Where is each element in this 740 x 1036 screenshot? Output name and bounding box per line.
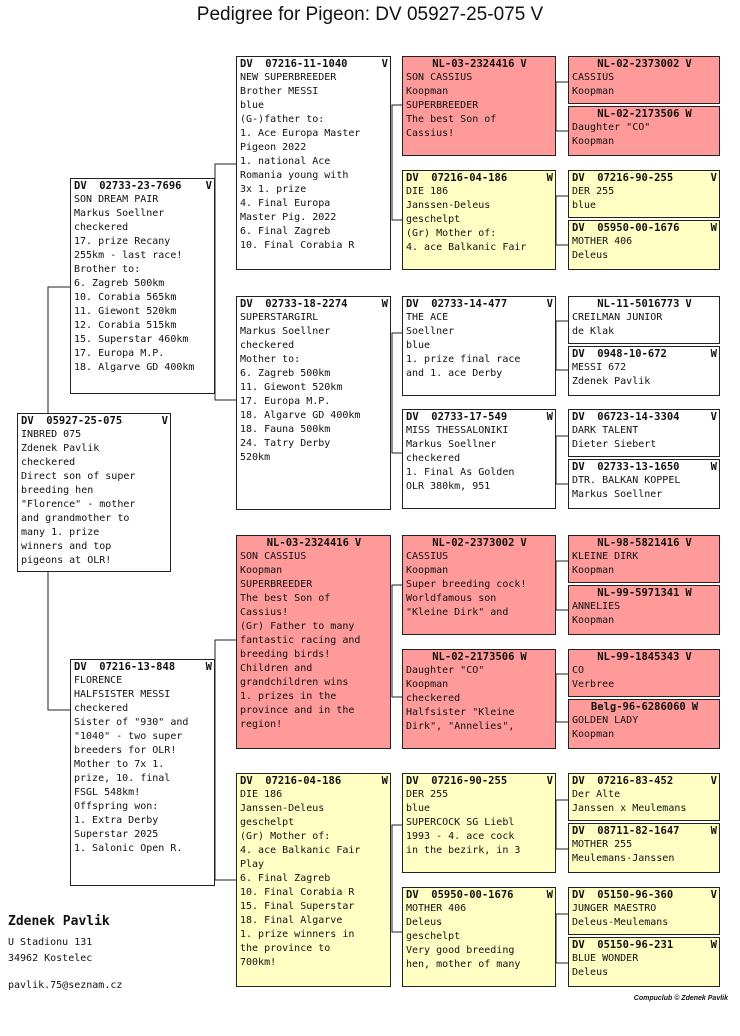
- pedigree-text-line: 1. Ace Europa Master: [240, 128, 361, 139]
- ring-number: [240, 537, 388, 550]
- pedigree-text-line: many 1. prize: [21, 527, 100, 538]
- pedigree-text-line: 11. Giewont 520km: [74, 306, 177, 317]
- ring-number: [572, 775, 717, 788]
- pedigree-text-line: DIE 186: [240, 789, 283, 800]
- pedigree-text-line: "1040" - two super: [74, 731, 183, 742]
- sex-marker: V: [710, 172, 717, 184]
- sex-marker: W: [710, 825, 717, 837]
- pedigree-text-line: blue: [240, 100, 265, 111]
- sex-marker: W: [685, 108, 692, 120]
- pedigree-text-line: SUPERSTARGIRL: [240, 312, 319, 323]
- pedigree-text-line: "Kleine Dirk" and: [406, 607, 509, 618]
- pedigree-text-line: DTR. BALKAN KOPPEL: [572, 475, 681, 486]
- sex-marker: V: [685, 651, 692, 663]
- pedigree-text-line: Direct son of super: [21, 471, 136, 482]
- pedigree-text-line: 6. Final Zagreb: [240, 873, 331, 884]
- pedigree-box-g5-16: [568, 937, 720, 987]
- pedigree-text-line: Koopman: [572, 615, 615, 626]
- pedigree-text-line: 6. Final Zagreb: [240, 226, 331, 237]
- pedigree-text-line: checkered: [406, 453, 461, 464]
- pedigree-text-line: CO: [572, 665, 585, 676]
- pedigree-text-line: SUPERCOCK SG Liebl: [406, 817, 515, 828]
- pedigree-text-line: JUNGER MAESTRO: [572, 903, 657, 914]
- ring-number: [406, 775, 553, 788]
- pedigree-text-line: breeding hen: [21, 485, 94, 496]
- pedigree-text-line: 4. ace Balkanic Fair: [406, 242, 527, 253]
- ring-id: NL-98-5821416: [597, 537, 680, 549]
- sex-marker: W: [546, 172, 553, 184]
- pedigree-text-line: FSGL 548km!: [74, 787, 141, 798]
- ring-number: [572, 348, 717, 361]
- pedigree-text-line: MOTHER 255: [572, 839, 633, 850]
- pedigree-text-line: Deleus: [406, 917, 443, 928]
- ring-number: [240, 775, 388, 788]
- pedigree-box-dam-dam-dam: [402, 887, 556, 987]
- breeder-email[interactable]: pavlik.75@seznam.cz: [8, 980, 123, 991]
- pedigree-text-line: prize, 10. final: [74, 773, 171, 784]
- pedigree-text-line: 1. Salonic Open R.: [74, 843, 183, 854]
- ring-number: [406, 411, 553, 424]
- pedigree-text-line: Verbree: [572, 679, 615, 690]
- pedigree-text-line: Der Alte: [572, 789, 621, 800]
- ring-number: [572, 108, 717, 121]
- pedigree-text-line: 1993 - 4. ace cock: [406, 831, 515, 842]
- pedigree-box-g5-9: [568, 535, 720, 583]
- pedigree-text-line: Children and: [240, 663, 313, 674]
- ring-id: DV 05150-96-360: [572, 889, 674, 901]
- pedigree-text-line: MOTHER 406: [406, 903, 467, 914]
- pedigree-text-line: SUPERBREEDER: [240, 579, 313, 590]
- pedigree-text-line: 17. prize Recany: [74, 236, 171, 247]
- sex-marker: V: [520, 537, 527, 549]
- pedigree-text-line: Koopman: [572, 136, 615, 147]
- pedigree-box-dam-sire-dam: [402, 649, 556, 749]
- ring-id: DV 07216-83-452: [572, 775, 674, 787]
- pedigree-text-line: Deleus: [572, 250, 609, 261]
- pedigree-text-line: 1. prizes in the: [240, 691, 337, 702]
- pedigree-text-line: Super breeding cock!: [406, 579, 527, 590]
- pedigree-text-line: checkered: [74, 703, 129, 714]
- pedigree-text-line: SON DREAM PAIR: [74, 194, 159, 205]
- pedigree-text-line: Meulemans-Janssen: [572, 853, 675, 864]
- pedigree-box-sire-dam-sire: [402, 296, 556, 396]
- ring-number: [572, 651, 717, 664]
- pedigree-text-line: ANNELIES: [572, 601, 621, 612]
- pedigree-text-line: FLORENCE: [74, 675, 123, 686]
- sex-marker: V: [161, 415, 168, 427]
- pedigree-text-line: and 1. ace Derby: [406, 368, 503, 379]
- pedigree-text-line: Markus Soellner: [572, 489, 663, 500]
- pedigree-box-g5-12: [568, 699, 720, 749]
- ring-number: [572, 411, 717, 424]
- pedigree-text-line: 255km - last race!: [74, 250, 183, 261]
- pedigree-text-line: CASSIUS: [572, 72, 615, 83]
- sex-marker: W: [546, 411, 553, 423]
- pedigree-text-line: HALFSISTER MESSI: [74, 689, 171, 700]
- pedigree-box-g5-11: [568, 649, 720, 697]
- pedigree-text-line: 3x 1. prize: [240, 184, 307, 195]
- ring-number: [572, 889, 717, 902]
- sex-marker: W: [205, 661, 212, 673]
- pedigree-text-line: (Gr) Mother of:: [406, 228, 497, 239]
- pedigree-box-g5-6: [568, 346, 720, 396]
- pedigree-box-g5-7: [568, 409, 720, 457]
- sex-marker: V: [710, 889, 717, 901]
- pedigree-text-line: geschelpt: [406, 931, 461, 942]
- pedigree-text-line: 18. Algarve GD 400km: [74, 362, 195, 373]
- pedigree-text-line: Mother to:: [240, 354, 301, 365]
- pedigree-text-line: Worldfamous son: [406, 593, 497, 604]
- pedigree-text-line: Superstar 2025: [74, 829, 159, 840]
- ring-id: NL-02-2173506: [432, 651, 515, 663]
- pedigree-text-line: Master Pig. 2022: [240, 212, 337, 223]
- ring-number: [74, 661, 212, 674]
- pedigree-box-g5-8: [568, 459, 720, 509]
- ring-number: [406, 651, 553, 664]
- pedigree-box-g5-13: [568, 773, 720, 821]
- pedigree-text-line: Deleus-Meulemans: [572, 917, 669, 928]
- pedigree-box-g5-15: [568, 887, 720, 935]
- breeder-street: U Stadionu 131: [8, 937, 93, 948]
- pedigree-text-line: checkered: [74, 222, 129, 233]
- pedigree-text-line: the province to: [240, 943, 331, 954]
- pedigree-text-line: blue: [406, 803, 431, 814]
- pedigree-text-line: Cassius!: [406, 128, 455, 139]
- pedigree-text-line: Halfsister "Kleine: [406, 707, 515, 718]
- breeder-name: Zdenek Pavlik: [8, 914, 110, 929]
- ring-id: DV 0948-10-672: [572, 348, 667, 360]
- pedigree-text-line: winners and top: [21, 541, 112, 552]
- footer-credit: Compuclub © Zdenek Pavlik: [633, 995, 728, 1002]
- ring-id: DV 02733-18-2274: [240, 298, 348, 310]
- ring-id: DV 02733-13-1650: [572, 461, 680, 473]
- sex-marker: V: [354, 537, 362, 549]
- ring-number: [572, 537, 717, 550]
- pedigree-text-line: 1. prize final race: [406, 354, 521, 365]
- pedigree-text-line: Mother to 7x 1.: [74, 759, 165, 770]
- sex-marker: V: [685, 537, 692, 549]
- pedigree-text-line: 18. Final Algarve: [240, 915, 343, 926]
- pedigree-text-line: Markus Soellner: [74, 208, 165, 219]
- pedigree-text-line: Very good breeding: [406, 945, 515, 956]
- sex-marker: W: [710, 348, 717, 360]
- pedigree-text-line: breeding birds!: [240, 649, 331, 660]
- pedigree-text-line: Koopman: [406, 565, 449, 576]
- pedigree-text-line: Daughter "CO": [406, 665, 485, 676]
- ring-number: [572, 298, 717, 311]
- pedigree-box-g5-5: [568, 296, 720, 344]
- pedigree-box-g5-2: [568, 106, 720, 156]
- sex-marker: V: [381, 58, 388, 70]
- pedigree-text-line: Zdenek Pavlik: [21, 443, 100, 454]
- pedigree-text-line: grandchildren wins: [240, 677, 349, 688]
- ring-id: DV 07216-04-186: [240, 775, 342, 787]
- pedigree-text-line: Brother MESSI: [240, 86, 319, 97]
- pedigree-text-line: hen, mother of many: [406, 959, 521, 970]
- pedigree-box-g5-4: [568, 220, 720, 270]
- pedigree-box-g5-14: [568, 823, 720, 873]
- sex-marker: W: [710, 939, 717, 951]
- pedigree-text-line: Deleus: [572, 967, 609, 978]
- sex-marker: W: [710, 222, 717, 234]
- pedigree-text-line: 17. Europa M.P.: [74, 348, 165, 359]
- pedigree-box-g5-3: [568, 170, 720, 218]
- pedigree-box-subject: [17, 413, 171, 572]
- ring-id: DV 07216-13-848: [74, 661, 176, 673]
- pedigree-text-line: 4. Final Europa: [240, 198, 331, 209]
- pedigree-text-line: 10. Final Corabia R: [240, 240, 355, 251]
- pedigree-text-line: geschelpt: [240, 817, 295, 828]
- pedigree-text-line: 1. Final As Golden: [406, 467, 515, 478]
- pedigree-text-line: Janssen-Deleus: [240, 803, 325, 814]
- pedigree-text-line: 18. Fauna 500km: [240, 424, 331, 435]
- sex-marker: W: [710, 461, 717, 473]
- pedigree-text-line: OLR 380km, 951: [406, 481, 491, 492]
- sex-marker: W: [520, 651, 527, 663]
- sex-marker: W: [546, 889, 553, 901]
- sex-marker: V: [685, 298, 692, 310]
- pedigree-text-line: Cassius!: [240, 607, 289, 618]
- pedigree-text-line: region!: [240, 719, 283, 730]
- sex-marker: V: [546, 298, 553, 310]
- pedigree-text-line: NEW SUPERBREEDER: [240, 72, 337, 83]
- pedigree-text-line: pigeons at OLR!: [21, 555, 112, 566]
- pedigree-text-line: Dirk", "Annelies",: [406, 721, 515, 732]
- ring-id: DV 07216-90-255: [406, 775, 508, 787]
- pedigree-text-line: DER 255: [406, 789, 449, 800]
- pedigree-box-dam: [70, 659, 215, 886]
- pedigree-text-line: Brother to:: [74, 264, 141, 275]
- pedigree-text-line: breeders for OLR!: [74, 745, 177, 756]
- pedigree-text-line: The best Son of: [406, 114, 497, 125]
- pedigree-box-sire-sire: [236, 56, 391, 270]
- pedigree-text-line: Offspring won:: [74, 801, 159, 812]
- pedigree-text-line: Zdenek Pavlik: [572, 376, 651, 387]
- ring-number: [406, 58, 553, 71]
- pedigree-box-sire-sire-dam: [402, 170, 556, 270]
- pedigree-text-line: 10. Final Corabia R: [240, 887, 355, 898]
- ring-id: NL-03-2324416: [266, 537, 349, 549]
- pedigree-text-line: MESSI 672: [572, 362, 627, 373]
- ring-number: [74, 180, 212, 193]
- pedigree-text-line: Janssen-Deleus: [406, 200, 491, 211]
- pedigree-text-line: MISS THESSALONIKI: [406, 425, 509, 436]
- pedigree-text-line: Markus Soellner: [406, 439, 497, 450]
- ring-number: [406, 537, 553, 550]
- pedigree-text-line: BLUE WONDER: [572, 953, 639, 964]
- pedigree-text-line: (Gr) Mother of:: [240, 831, 331, 842]
- ring-id: DV 02733-14-477: [406, 298, 508, 310]
- pedigree-text-line: 15. Final Superstar: [240, 901, 355, 912]
- pedigree-text-line: Sister of "930" and: [74, 717, 189, 728]
- sex-marker: V: [685, 58, 692, 70]
- pedigree-text-line: SON CASSIUS: [240, 551, 307, 562]
- pedigree-text-line: blue: [406, 340, 431, 351]
- pedigree-text-line: CREILMAN JUNIOR: [572, 312, 663, 323]
- pedigree-box-sire-sire-sire: [402, 56, 556, 156]
- ring-id: DV 05950-00-1676: [406, 889, 514, 901]
- ring-number: [240, 58, 388, 71]
- sex-marker: V: [710, 411, 717, 423]
- ring-id: NL-02-2373002: [432, 537, 515, 549]
- pedigree-text-line: Koopman: [572, 565, 615, 576]
- pedigree-text-line: GOLDEN LADY: [572, 715, 639, 726]
- ring-id: Belg-96-6286060: [590, 701, 686, 713]
- pedigree-text-line: CASSIUS: [406, 551, 449, 562]
- pedigree-text-line: 24. Tatry Derby: [240, 438, 331, 449]
- pedigree-text-line: fantastic racing and: [240, 635, 361, 646]
- ring-id: DV 07216-11-1040: [240, 58, 348, 70]
- pedigree-text-line: Koopman: [406, 86, 449, 97]
- ring-number: [406, 889, 553, 902]
- pedigree-text-line: 700km!: [240, 957, 277, 968]
- sex-marker: V: [520, 58, 527, 70]
- pedigree-text-line: in the bezirk, in 3: [406, 845, 521, 856]
- pedigree-box-dam-sire-sire: [402, 535, 556, 635]
- pedigree-text-line: SUPERBREEDER: [406, 100, 479, 111]
- sex-marker: W: [691, 701, 699, 713]
- ring-id: DV 08711-82-1647: [572, 825, 680, 837]
- page-title: Pedigree for Pigeon: DV 05927-25-075 V: [196, 4, 544, 25]
- ring-id: NL-99-1845343: [597, 651, 680, 663]
- ring-id: NL-02-2373002: [597, 58, 680, 70]
- ring-id: DV 02733-17-549: [406, 411, 508, 423]
- ring-id: NL-11-5016773: [597, 298, 680, 310]
- pedigree-text-line: (G-)father to:: [240, 114, 325, 125]
- pedigree-text-line: checkered: [21, 457, 76, 468]
- pedigree-text-line: (Gr) Father to many: [240, 621, 355, 632]
- pedigree-text-line: 6. Zagreb 500km: [74, 278, 165, 289]
- pedigree-text-line: "Florence" - mother: [21, 499, 136, 510]
- ring-number: [572, 825, 717, 838]
- sex-marker: V: [710, 775, 717, 787]
- ring-id: NL-99-5971341: [597, 587, 680, 599]
- ring-id: NL-03-2324416: [432, 58, 515, 70]
- pedigree-text-line: Koopman: [406, 679, 449, 690]
- sex-marker: W: [685, 587, 692, 599]
- ring-number: [240, 298, 388, 311]
- ring-id: DV 05150-96-231: [572, 939, 674, 951]
- pedigree-text-line: and grandmother to: [21, 513, 130, 524]
- ring-number: [572, 172, 717, 185]
- pedigree-box-sire: [70, 178, 215, 394]
- pedigree-text-line: 18. Algarve GD 400km: [240, 410, 361, 421]
- pedigree-text-line: THE ACE: [406, 312, 449, 323]
- ring-number: [572, 461, 717, 474]
- pedigree-text-line: 1. Extra Derby: [74, 815, 159, 826]
- pedigree-text-line: 6. Zagreb 500km: [240, 368, 331, 379]
- ring-number: [572, 222, 717, 235]
- pedigree-text-line: DARK TALENT: [572, 425, 639, 436]
- pedigree-text-line: Play: [240, 859, 265, 870]
- pedigree-text-line: blue: [572, 200, 597, 211]
- ring-number: [406, 172, 553, 185]
- ring-number: [21, 415, 168, 428]
- pedigree-text-line: INBRED 075: [21, 429, 82, 440]
- pedigree-box-dam-dam: [236, 773, 391, 987]
- pedigree-box-dam-dam-sire: [402, 773, 556, 873]
- pedigree-text-line: 10. Corabia 565km: [74, 292, 177, 303]
- pedigree-text-line: Koopman: [572, 86, 615, 97]
- pedigree-text-line: 1. prize winners in: [240, 929, 355, 940]
- pedigree-text-line: Soellner: [406, 326, 455, 337]
- ring-id: NL-02-2173506: [597, 108, 680, 120]
- ring-id: DV 02733-23-7696: [74, 180, 182, 192]
- pedigree-text-line: Koopman: [572, 729, 615, 740]
- pedigree-text-line: 15. Superstar 460km: [74, 334, 189, 345]
- sex-marker: V: [546, 775, 553, 787]
- sex-marker: W: [381, 298, 388, 310]
- pedigree-text-line: DIE 186: [406, 186, 449, 197]
- ring-number: [572, 701, 717, 714]
- pedigree-box-sire-dam: [236, 296, 391, 510]
- pedigree-text-line: geschelpt: [406, 214, 461, 225]
- ring-number: [572, 939, 717, 952]
- pedigree-text-line: KLEINE DIRK: [572, 551, 639, 562]
- sex-marker: W: [381, 775, 388, 787]
- pedigree-text-line: Pigeon 2022: [240, 142, 307, 153]
- ring-id: DV 05950-00-1676: [572, 222, 680, 234]
- sex-marker: V: [205, 180, 212, 192]
- ring-number: [406, 298, 553, 311]
- pedigree-text-line: 4. ace Balkanic Fair: [240, 845, 361, 856]
- pedigree-text-line: 12. Corabia 515km: [74, 320, 177, 331]
- pedigree-text-line: MOTHER 406: [572, 236, 633, 247]
- pedigree-text-line: Markus Soellner: [240, 326, 331, 337]
- pedigree-text-line: Dieter Siebert: [572, 439, 657, 450]
- pedigree-text-line: 1. national Ace: [240, 156, 331, 167]
- pedigree-text-line: checkered: [240, 340, 295, 351]
- pedigree-text-line: DER 255: [572, 186, 615, 197]
- pedigree-text-line: 17. Europa M.P.: [240, 396, 331, 407]
- breeder-city: 34962 Kostelec: [8, 953, 93, 964]
- ring-id: DV 07216-04-186: [406, 172, 508, 184]
- ring-id: DV 05927-25-075: [21, 415, 123, 427]
- pedigree-text-line: de Klak: [572, 326, 615, 337]
- pedigree-text-line: Daughter "CO": [572, 122, 651, 133]
- pedigree-text-line: Romania young with: [240, 170, 349, 181]
- pedigree-box-g5-1: [568, 56, 720, 104]
- pedigree-text-line: 11. Giewont 520km: [240, 382, 343, 393]
- pedigree-text-line: checkered: [406, 693, 461, 704]
- pedigree-text-line: SON CASSIUS: [406, 72, 473, 83]
- pedigree-box-sire-dam-dam: [402, 409, 556, 509]
- pedigree-text-line: Janssen x Meulemans: [572, 803, 687, 814]
- pedigree-text-line: province and in the: [240, 705, 355, 716]
- ring-number: [572, 58, 717, 71]
- pedigree-box-g5-10: [568, 585, 720, 635]
- ring-number: [572, 587, 717, 600]
- pedigree-text-line: Koopman: [240, 565, 283, 576]
- pedigree-box-dam-sire: [236, 535, 391, 749]
- ring-id: DV 06723-14-3304: [572, 411, 680, 423]
- pedigree-text-line: 520km: [240, 452, 271, 463]
- ring-id: DV 07216-90-255: [572, 172, 674, 184]
- pedigree-text-line: The best Son of: [240, 593, 331, 604]
